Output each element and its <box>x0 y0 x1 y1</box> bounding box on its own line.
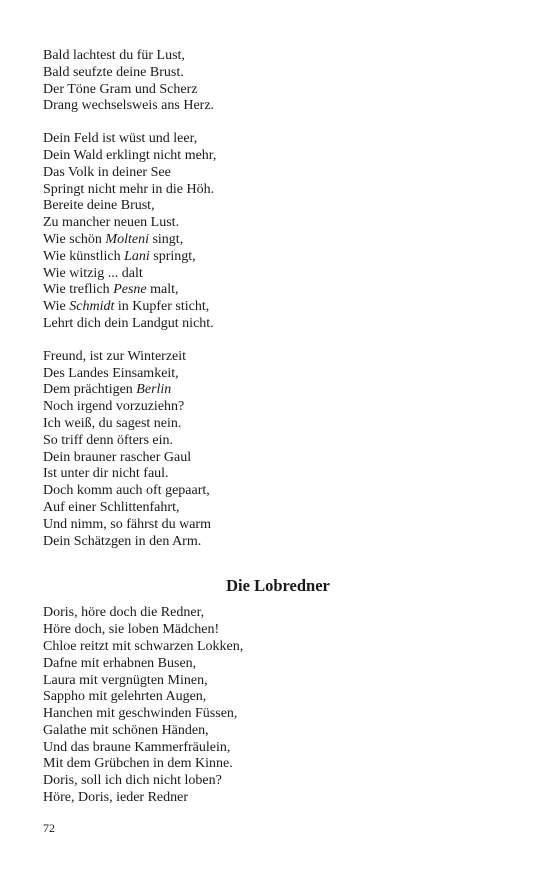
verse-text: Lehrt dich dein Landgut nicht. <box>43 315 214 331</box>
verse-text: Wie witzig ... dalt <box>43 265 143 281</box>
verse-line <box>43 639 513 656</box>
verse-line <box>43 98 513 115</box>
verse-line <box>43 215 513 232</box>
verse-line <box>43 450 513 467</box>
verse-text: malt, <box>146 282 179 298</box>
verse-text: Und das braune Kammerfräulein, <box>43 739 231 755</box>
verse-text: Bereite deine Brust, <box>43 198 155 214</box>
verse-text: Höre, Doris, ieder Redner <box>43 790 189 806</box>
verse-text: Doris, soll ich dich nicht loben? <box>43 773 222 789</box>
verse-line <box>43 382 513 399</box>
verse-line <box>43 706 513 723</box>
verse-line <box>43 790 513 807</box>
verse-emphasis: Berlin <box>136 382 172 398</box>
verse-text: Höre doch, sie loben Mädchen! <box>43 622 220 638</box>
poem-title: Die Lobredner <box>226 576 330 596</box>
verse-line <box>43 399 513 416</box>
verse-text: Dein Wald erklingt nicht mehr, <box>43 147 217 163</box>
verse-text: Dein brauner rascher Gaul <box>43 449 192 465</box>
verse-line <box>43 534 513 551</box>
verse-line <box>43 723 513 740</box>
verse-line <box>43 689 513 706</box>
verse-text: Dem prächtigen <box>43 382 137 398</box>
verse-line <box>43 249 513 266</box>
verse-text: So triff denn öfters ein. <box>43 432 173 448</box>
verse-line <box>43 65 513 82</box>
verse-line <box>43 198 513 215</box>
verse-line <box>43 773 513 790</box>
verse-text: Das Volk in deiner See <box>43 164 171 180</box>
verse-line <box>43 165 513 182</box>
verse-line <box>43 517 513 534</box>
verse-text: Wie schön <box>43 231 106 247</box>
verse-text: Zu mancher neuen Lust. <box>43 215 180 231</box>
verse-text: Dein Schätzgen in den Arm. <box>43 533 202 549</box>
verse-line <box>43 148 513 165</box>
verse-text: Doch komm auch oft gepaart, <box>43 483 210 499</box>
page-content <box>43 48 513 823</box>
verse-text: Springt nicht mehr in die Höh. <box>43 181 215 197</box>
poem-continuation <box>43 48 513 550</box>
verse-text: singt, <box>148 231 184 247</box>
verse-line <box>43 466 513 483</box>
verse-emphasis: Lani <box>124 248 150 264</box>
verse-text: Dein Feld ist wüst und leer, <box>43 131 198 147</box>
verse-text: Der Töne Gram und Scherz <box>43 81 198 97</box>
verse-text: Mit dem Grübchen in dem Kinne. <box>43 756 233 772</box>
verse-line <box>43 282 513 299</box>
verse-text: Bald seufzte deine Brust. <box>43 64 184 80</box>
verse-text: Wie <box>43 299 70 315</box>
stanza <box>43 349 513 551</box>
verse-line <box>43 349 513 366</box>
verse-text: Noch irgend vorzuziehn? <box>43 399 185 415</box>
page-number: 72 <box>43 821 55 835</box>
verse-emphasis: Pesne <box>113 282 147 298</box>
stanza <box>43 48 513 115</box>
poem-die-lobredner <box>43 605 513 807</box>
verse-text: Ist unter dir nicht faul. <box>43 466 169 482</box>
verse-line <box>43 316 513 333</box>
verse-text: Sappho mit gelehrten Augen, <box>43 689 207 705</box>
verse-line <box>43 673 513 690</box>
verse-text: Dafne mit erhabnen Busen, <box>43 655 197 671</box>
stanza <box>43 605 513 807</box>
verse-line <box>43 182 513 199</box>
verse-text: Doris, höre doch die Redner, <box>43 605 205 621</box>
verse-line <box>43 416 513 433</box>
verse-line <box>43 232 513 249</box>
verse-line <box>43 131 513 148</box>
verse-text: Auf einer Schlittenfahrt, <box>43 499 180 515</box>
verse-line <box>43 299 513 316</box>
verse-text: Wie künstlich <box>43 248 125 264</box>
verse-line <box>43 656 513 673</box>
verse-line <box>43 605 513 622</box>
verse-line <box>43 82 513 99</box>
verse-text: Chloe reitzt mit schwarzen Lokken, <box>43 638 244 654</box>
verse-text: Bald lachtest du für Lust, <box>43 48 185 63</box>
verse-line <box>43 483 513 500</box>
verse-line <box>43 756 513 773</box>
stanza <box>43 131 513 333</box>
verse-text: Freund, ist zur Winterzeit <box>43 348 187 364</box>
verse-text: Und nimm, so fährst du warm <box>43 516 211 532</box>
verse-text: Ich weiß, du sagest nein. <box>43 415 182 431</box>
verse-text: Hanchen mit geschwinden Füssen, <box>43 706 238 722</box>
verse-line <box>43 500 513 517</box>
verse-line <box>43 48 513 65</box>
verse-line <box>43 740 513 757</box>
verse-emphasis: Molteni <box>105 231 149 247</box>
verse-line <box>43 622 513 639</box>
verse-text: springt, <box>149 248 196 264</box>
verse-text: Laura mit vergnügten Minen, <box>43 672 208 688</box>
verse-emphasis: Schmidt <box>69 299 115 315</box>
verse-text: Drang wechselsweis ans Herz. <box>43 98 215 114</box>
verse-text: in Kupfer sticht, <box>114 299 210 315</box>
verse-line <box>43 266 513 283</box>
verse-text: Wie treflich <box>43 282 114 298</box>
verse-line <box>43 433 513 450</box>
verse-line <box>43 366 513 383</box>
verse-text: Des Landes Einsamkeit, <box>43 365 179 381</box>
verse-text: Galathe mit schönen Händen, <box>43 722 209 738</box>
